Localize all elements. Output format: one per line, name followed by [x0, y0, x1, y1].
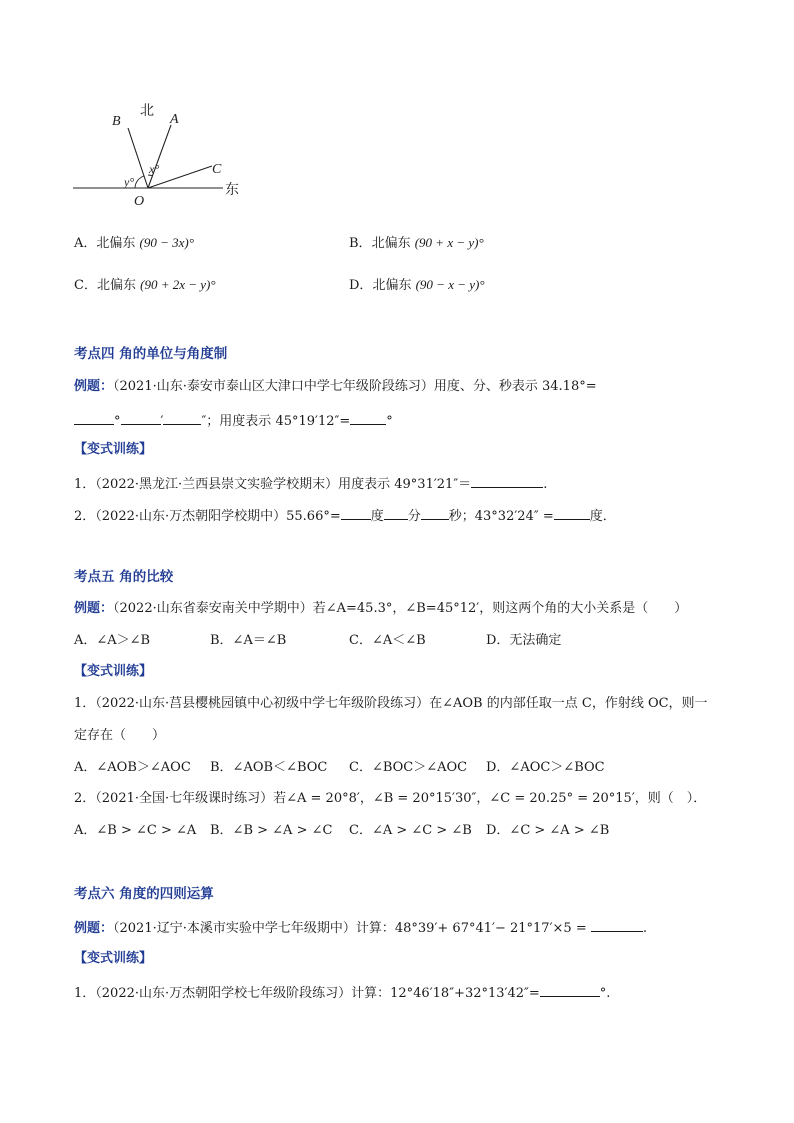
sec6-training-label: 【变式训练】 — [74, 951, 153, 966]
section-4-title: 考点四 角的单位与角度制 — [74, 346, 228, 362]
sec5-ex-opt-c[interactable]: C．∠A＜∠B — [349, 633, 426, 648]
sec5-item-1: 1．（2022·山东·莒县樱桃园镇中心初级中学七年级阶段练习）在∠AOB 的内部任取一点 C，作射线 OC，则一 — [74, 696, 708, 711]
sec4-example-line2: ° ′ ″；用度表示 45°19′12″= ° — [74, 411, 393, 431]
label-x-angle: x° — [149, 162, 160, 176]
sec6-item-1: 1．（2022·山东·万杰朝阳学校七年级阶段练习）计算：12°46′18″+32°13′42″= °. — [74, 983, 610, 1003]
option-d[interactable]: D．北偏东 (90 − x − y)° — [349, 277, 485, 293]
blank-deg-2[interactable] — [554, 506, 590, 520]
sec5-ex-opt-d[interactable]: D．无法确定 — [486, 633, 562, 648]
direction-diagram — [70, 95, 250, 220]
label-c: C — [212, 162, 222, 177]
sec4-item-1: 1．（2022·黑龙江·兰西县崇文实验学校期末）用度表示 49°31′21″＝ . — [74, 474, 547, 494]
blank-degree-2[interactable] — [350, 411, 386, 425]
sec5-example: 例题：（2022·山东省泰安南关中学期中）若∠A=45.3°，∠B=45°12′，则这两个角的大小关系是（ ） — [74, 601, 688, 616]
sec5-item1-opt-d[interactable]: D．∠AOC＞∠BOC — [486, 760, 605, 775]
section-5-title: 考点五 角的比较 — [74, 569, 174, 585]
blank-result[interactable] — [591, 918, 643, 932]
option-a[interactable]: A．北偏东 (90 − 3x)° — [74, 235, 194, 251]
label-a: A — [170, 112, 179, 127]
ray-oa — [148, 125, 171, 188]
option-b[interactable]: B．北偏东 (90 + x − y)° — [349, 235, 484, 251]
option-c[interactable]: C．北偏东 (90 + 2x − y)° — [74, 277, 216, 293]
blank-sec[interactable] — [421, 506, 449, 520]
sec5-ex-opt-a[interactable]: A．∠A＞∠B — [74, 633, 151, 648]
label-o: O — [134, 194, 145, 209]
sec6-example: 例题：（2021·辽宁·本溪市实验中学七年级期中）计算：48°39′+ 67°41′− 21°17′×5 = . — [74, 918, 647, 938]
sec5-training-label: 【变式训练】 — [74, 664, 153, 679]
sec4-example: 例题：（2021·山东·泰安市泰山区大津口中学七年级阶段练习）用度、分、秒表示 34.18°= — [74, 379, 597, 394]
label-east: 东 — [225, 182, 239, 198]
blank-answer[interactable] — [471, 474, 543, 488]
sec5-item2-opt-b[interactable]: B．∠B > ∠A > ∠C — [210, 823, 333, 838]
blank-degree[interactable] — [74, 411, 114, 425]
sec5-item2-opt-c[interactable]: C．∠A > ∠C > ∠B — [349, 823, 472, 838]
sec5-item1-opt-b[interactable]: B．∠AOB＜∠BOC — [210, 760, 328, 775]
blank-deg[interactable] — [341, 506, 371, 520]
sec5-item2-opt-d[interactable]: D．∠C > ∠A > ∠B — [486, 823, 610, 838]
blank-sum[interactable] — [540, 983, 600, 997]
blank-second[interactable] — [163, 411, 201, 425]
sec5-item1-opt-a[interactable]: A．∠AOB＞∠AOC — [74, 760, 191, 775]
angle-y-arc — [135, 176, 144, 188]
label-y-angle: y° — [124, 175, 135, 189]
sec5-item-2: 2．（2021·全国·七年级课时练习）若∠A = 20°8′，∠B = 20°15′30″，∠C = 20.25° = 20°15′，则（ ）． — [74, 791, 707, 806]
sec5-item1-opt-c[interactable]: C．∠BOC＞∠AOC — [349, 760, 468, 775]
section-6-title: 考点六 角度的四则运算 — [74, 886, 214, 902]
blank-min[interactable] — [384, 506, 408, 520]
sec5-item-1-cont: 定存在（ ） — [74, 728, 166, 743]
sec5-ex-opt-b[interactable]: B．∠A＝∠B — [210, 633, 287, 648]
sec4-training-label: 【变式训练】 — [74, 442, 153, 457]
sec4-item-2: 2．（2022·山东·万杰朝阳学校期中）55.66°= 度 分 秒；43°32′24″ = 度． — [74, 506, 616, 526]
sec5-item2-opt-a[interactable]: A．∠B > ∠C > ∠A — [74, 823, 197, 838]
blank-minute[interactable] — [121, 411, 161, 425]
label-north: 北 — [140, 103, 154, 119]
label-b: B — [112, 114, 121, 129]
